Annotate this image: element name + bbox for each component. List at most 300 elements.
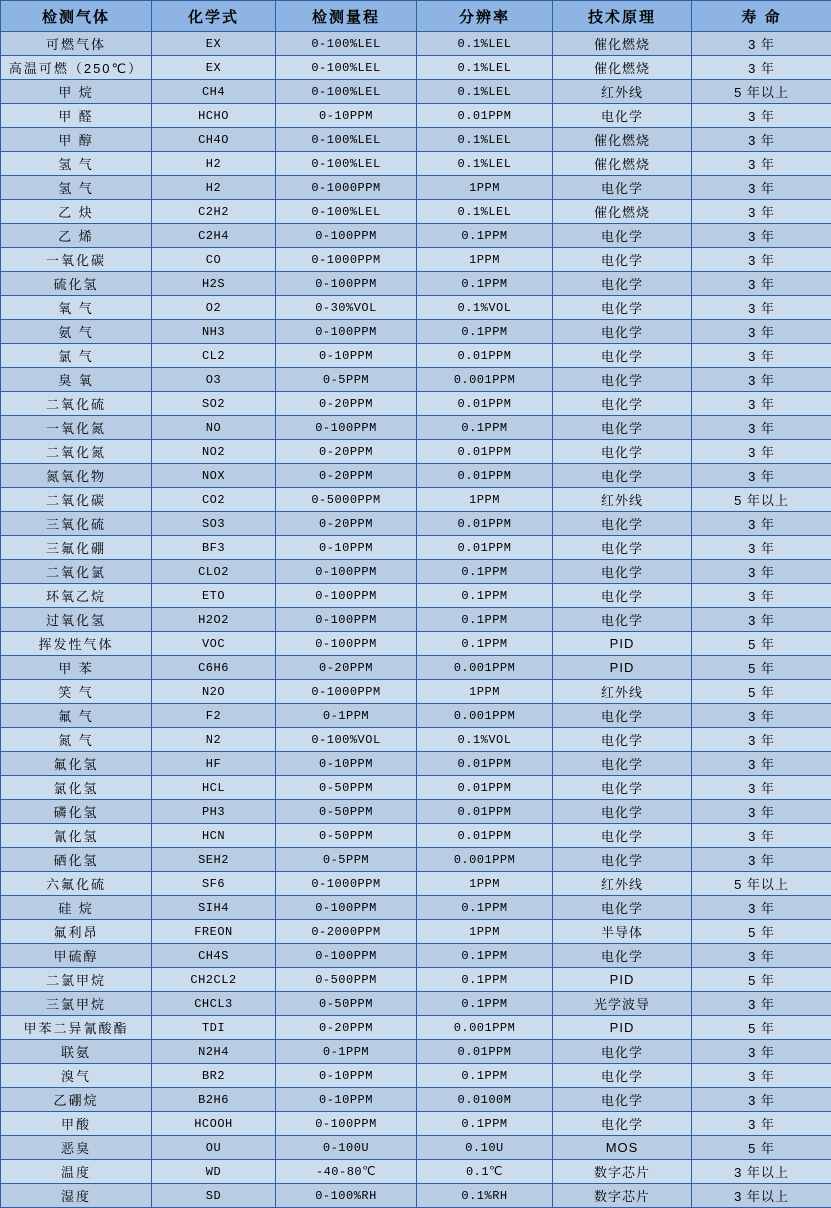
table-cell-range: 0-20PPM bbox=[276, 1016, 417, 1040]
table-cell-res: 0.1PPM bbox=[417, 560, 553, 584]
table-cell-range: 0-10PPM bbox=[276, 752, 417, 776]
table-row bbox=[1, 1040, 831, 1064]
table-cell-res: 0.001PPM bbox=[417, 848, 553, 872]
table-cell-tech: 电化学 bbox=[553, 944, 692, 968]
table-cell-res: 0.1PPM bbox=[417, 224, 553, 248]
table-cell-tech: 电化学 bbox=[553, 1064, 692, 1088]
table-row bbox=[1, 848, 831, 872]
table-cell-res: 0.01PPM bbox=[417, 800, 553, 824]
table-cell-life: 3 年 bbox=[692, 752, 831, 776]
table-cell-res: 0.1%VOL bbox=[417, 728, 553, 752]
table-cell-res: 0.1PPM bbox=[417, 272, 553, 296]
table-row bbox=[1, 152, 831, 176]
table-row bbox=[1, 752, 831, 776]
table-cell-res: 1PPM bbox=[417, 248, 553, 272]
table-cell-tech: 电化学 bbox=[553, 176, 692, 200]
table-cell-res: 0.1%LEL bbox=[417, 80, 553, 104]
table-cell-range: 0-50PPM bbox=[276, 824, 417, 848]
table-cell-name: 甲 醛 bbox=[1, 104, 152, 128]
table-cell-life: 3 年 bbox=[692, 464, 831, 488]
table-cell-range: 0-100%VOL bbox=[276, 728, 417, 752]
table-row bbox=[1, 1064, 831, 1088]
table-cell-formula: C2H2 bbox=[152, 200, 276, 224]
table-row bbox=[1, 1136, 831, 1160]
table-row bbox=[1, 104, 831, 128]
table-cell-name: 二氯甲烷 bbox=[1, 968, 152, 992]
table-cell-tech: 电化学 bbox=[553, 344, 692, 368]
table-cell-formula: NOX bbox=[152, 464, 276, 488]
table-cell-tech: 电化学 bbox=[553, 464, 692, 488]
table-cell-range: 0-10PPM bbox=[276, 1088, 417, 1112]
table-cell-name: 湿度 bbox=[1, 1184, 152, 1208]
table-cell-res: 0.1%LEL bbox=[417, 200, 553, 224]
table-row bbox=[1, 1112, 831, 1136]
table-cell-tech: 电化学 bbox=[553, 1112, 692, 1136]
table-cell-name: 一氧化氮 bbox=[1, 416, 152, 440]
table-row bbox=[1, 80, 831, 104]
table-cell-life: 5 年 bbox=[692, 1016, 831, 1040]
table-cell-range: 0-1PPM bbox=[276, 1040, 417, 1064]
table-cell-res: 0.01PPM bbox=[417, 344, 553, 368]
table-cell-res: 1PPM bbox=[417, 872, 553, 896]
table-cell-life: 5 年以上 bbox=[692, 488, 831, 512]
table-cell-res: 0.1%RH bbox=[417, 1184, 553, 1208]
table-cell-range: 0-100%LEL bbox=[276, 56, 417, 80]
table-cell-res: 0.01PPM bbox=[417, 464, 553, 488]
table-cell-tech: 红外线 bbox=[553, 872, 692, 896]
table-cell-formula: EX bbox=[152, 32, 276, 56]
table-cell-res: 0.10U bbox=[417, 1136, 553, 1160]
table-cell-range: 0-10PPM bbox=[276, 344, 417, 368]
table-cell-res: 1PPM bbox=[417, 680, 553, 704]
table-cell-res: 0.1%LEL bbox=[417, 56, 553, 80]
table-cell-tech: 电化学 bbox=[553, 1088, 692, 1112]
table-cell-res: 0.1PPM bbox=[417, 320, 553, 344]
table-cell-formula: NH3 bbox=[152, 320, 276, 344]
table-cell-res: 0.1%LEL bbox=[417, 32, 553, 56]
table-cell-tech: 电化学 bbox=[553, 704, 692, 728]
table-row bbox=[1, 704, 831, 728]
table-cell-formula: CH4S bbox=[152, 944, 276, 968]
table-cell-tech: 电化学 bbox=[553, 800, 692, 824]
table-cell-res: 0.01PPM bbox=[417, 1040, 553, 1064]
table-cell-life: 3 年 bbox=[692, 1064, 831, 1088]
table-cell-name: 环氧乙烷 bbox=[1, 584, 152, 608]
table-cell-formula: B2H6 bbox=[152, 1088, 276, 1112]
table-cell-formula: N2 bbox=[152, 728, 276, 752]
table-cell-tech: 电化学 bbox=[553, 584, 692, 608]
table-cell-range: 0-1PPM bbox=[276, 704, 417, 728]
table-cell-life: 3 年 bbox=[692, 512, 831, 536]
table-cell-life: 3 年 bbox=[692, 32, 831, 56]
table-row bbox=[1, 800, 831, 824]
table-cell-range: 0-100PPM bbox=[276, 224, 417, 248]
table-row bbox=[1, 1088, 831, 1112]
table-cell-tech: 电化学 bbox=[553, 608, 692, 632]
table-row bbox=[1, 224, 831, 248]
table-cell-name: 二氧化氯 bbox=[1, 560, 152, 584]
table-row bbox=[1, 32, 831, 56]
table-row bbox=[1, 680, 831, 704]
table-cell-range: 0-20PPM bbox=[276, 392, 417, 416]
table-cell-life: 5 年 bbox=[692, 1136, 831, 1160]
table-row bbox=[1, 200, 831, 224]
table-cell-formula: SF6 bbox=[152, 872, 276, 896]
table-cell-res: 0.1%VOL bbox=[417, 296, 553, 320]
table-cell-name: 可燃气体 bbox=[1, 32, 152, 56]
table-row bbox=[1, 776, 831, 800]
table-cell-formula: CH4 bbox=[152, 80, 276, 104]
table-cell-tech: PID bbox=[553, 1016, 692, 1040]
table-cell-tech: 电化学 bbox=[553, 416, 692, 440]
table-cell-range: 0-100%LEL bbox=[276, 32, 417, 56]
table-cell-life: 3 年以上 bbox=[692, 1184, 831, 1208]
table-cell-life: 3 年 bbox=[692, 104, 831, 128]
table-cell-life: 3 年 bbox=[692, 128, 831, 152]
table-cell-formula: H2S bbox=[152, 272, 276, 296]
table-cell-res: 0.001PPM bbox=[417, 368, 553, 392]
table-cell-name: 甲 烷 bbox=[1, 80, 152, 104]
table-row bbox=[1, 488, 831, 512]
table-cell-tech: 电化学 bbox=[553, 296, 692, 320]
table-cell-range: 0-1000PPM bbox=[276, 248, 417, 272]
table-cell-life: 3 年 bbox=[692, 200, 831, 224]
table-cell-name: 氢 气 bbox=[1, 176, 152, 200]
table-cell-range: 0-5000PPM bbox=[276, 488, 417, 512]
table-cell-name: 甲酸 bbox=[1, 1112, 152, 1136]
table-cell-formula: BR2 bbox=[152, 1064, 276, 1088]
table-cell-tech: 电化学 bbox=[553, 752, 692, 776]
table-cell-range: 0-100%LEL bbox=[276, 200, 417, 224]
table-cell-life: 5 年以上 bbox=[692, 80, 831, 104]
table-cell-range: 0-20PPM bbox=[276, 440, 417, 464]
table-cell-res: 0.1PPM bbox=[417, 1064, 553, 1088]
table-cell-range: 0-100PPM bbox=[276, 1112, 417, 1136]
table-cell-life: 3 年 bbox=[692, 848, 831, 872]
table-cell-name: 氟化氢 bbox=[1, 752, 152, 776]
table-cell-life: 3 年 bbox=[692, 224, 831, 248]
table-cell-range: 0-20PPM bbox=[276, 512, 417, 536]
table-cell-formula: N2O bbox=[152, 680, 276, 704]
table-cell-res: 0.1℃ bbox=[417, 1160, 553, 1184]
table-cell-name: 甲硫醇 bbox=[1, 944, 152, 968]
table-cell-life: 5 年 bbox=[692, 920, 831, 944]
table-cell-res: 1PPM bbox=[417, 488, 553, 512]
table-cell-tech: 电化学 bbox=[553, 1040, 692, 1064]
table-cell-name: 甲 醇 bbox=[1, 128, 152, 152]
table-cell-name: 硫化氢 bbox=[1, 272, 152, 296]
table-cell-life: 3 年 bbox=[692, 320, 831, 344]
table-cell-tech: 催化燃烧 bbox=[553, 56, 692, 80]
table-cell-tech: 数字芯片 bbox=[553, 1160, 692, 1184]
table-cell-name: 高温可燃（250℃） bbox=[1, 56, 152, 80]
table-row bbox=[1, 56, 831, 80]
table-cell-life: 3 年 bbox=[692, 944, 831, 968]
table-cell-formula: SD bbox=[152, 1184, 276, 1208]
table-cell-tech: 电化学 bbox=[553, 248, 692, 272]
table-cell-range: 0-100PPM bbox=[276, 320, 417, 344]
table-row bbox=[1, 992, 831, 1016]
table-cell-range: 0-30%VOL bbox=[276, 296, 417, 320]
table-cell-formula: C6H6 bbox=[152, 656, 276, 680]
table-cell-range: 0-100PPM bbox=[276, 608, 417, 632]
table-cell-res: 0.1PPM bbox=[417, 992, 553, 1016]
table-cell-tech: 电化学 bbox=[553, 272, 692, 296]
table-cell-tech: 电化学 bbox=[553, 440, 692, 464]
table-cell-formula: NO bbox=[152, 416, 276, 440]
table-cell-life: 3 年以上 bbox=[692, 1160, 831, 1184]
table-cell-tech: 电化学 bbox=[553, 368, 692, 392]
table-cell-formula: CH2CL2 bbox=[152, 968, 276, 992]
table-cell-formula: PH3 bbox=[152, 800, 276, 824]
table-cell-life: 3 年 bbox=[692, 584, 831, 608]
table-cell-formula: SO2 bbox=[152, 392, 276, 416]
table-cell-tech: 红外线 bbox=[553, 80, 692, 104]
table-cell-tech: PID bbox=[553, 632, 692, 656]
table-cell-range: 0-1000PPM bbox=[276, 680, 417, 704]
table-cell-life: 5 年 bbox=[692, 656, 831, 680]
table-cell-name: 磷化氢 bbox=[1, 800, 152, 824]
column-header-gas: 检测气体 bbox=[1, 1, 152, 32]
table-cell-res: 0.01PPM bbox=[417, 440, 553, 464]
table-cell-name: 溴气 bbox=[1, 1064, 152, 1088]
table-cell-res: 0.01PPM bbox=[417, 776, 553, 800]
table-cell-range: 0-500PPM bbox=[276, 968, 417, 992]
table-cell-res: 0.1%LEL bbox=[417, 152, 553, 176]
table-cell-tech: 电化学 bbox=[553, 728, 692, 752]
table-cell-formula: WD bbox=[152, 1160, 276, 1184]
table-cell-life: 3 年 bbox=[692, 176, 831, 200]
table-cell-range: 0-2000PPM bbox=[276, 920, 417, 944]
table-cell-range: 0-100PPM bbox=[276, 272, 417, 296]
column-header-technology: 技术原理 bbox=[553, 1, 692, 32]
table-cell-life: 3 年 bbox=[692, 272, 831, 296]
table-cell-range: 0-10PPM bbox=[276, 1064, 417, 1088]
table-row bbox=[1, 632, 831, 656]
table-cell-res: 0.1%LEL bbox=[417, 128, 553, 152]
table-cell-formula: F2 bbox=[152, 704, 276, 728]
table-cell-res: 0.1PPM bbox=[417, 968, 553, 992]
table-cell-life: 3 年 bbox=[692, 704, 831, 728]
table-cell-life: 5 年 bbox=[692, 968, 831, 992]
table-row bbox=[1, 392, 831, 416]
table-cell-range: 0-100%RH bbox=[276, 1184, 417, 1208]
table-row bbox=[1, 1184, 831, 1208]
table-cell-tech: 半导体 bbox=[553, 920, 692, 944]
table-cell-name: 氮 气 bbox=[1, 728, 152, 752]
table-row bbox=[1, 608, 831, 632]
table-cell-name: 二氧化碳 bbox=[1, 488, 152, 512]
table-cell-tech: 光学波导 bbox=[553, 992, 692, 1016]
table-cell-name: 六氟化硫 bbox=[1, 872, 152, 896]
table-cell-formula: FREON bbox=[152, 920, 276, 944]
table-cell-res: 0.0100M bbox=[417, 1088, 553, 1112]
table-cell-formula: CH4O bbox=[152, 128, 276, 152]
table-cell-name: 氰化氢 bbox=[1, 824, 152, 848]
table-cell-tech: 电化学 bbox=[553, 536, 692, 560]
table-cell-range: 0-100PPM bbox=[276, 560, 417, 584]
table-cell-formula: OU bbox=[152, 1136, 276, 1160]
table-cell-res: 0.01PPM bbox=[417, 392, 553, 416]
table-row bbox=[1, 1016, 831, 1040]
table-cell-formula: C2H4 bbox=[152, 224, 276, 248]
table-cell-name: 乙 炔 bbox=[1, 200, 152, 224]
table-cell-name: 氧 气 bbox=[1, 296, 152, 320]
table-cell-life: 5 年 bbox=[692, 680, 831, 704]
table-cell-name: 氨 气 bbox=[1, 320, 152, 344]
table-cell-range: 0-50PPM bbox=[276, 992, 417, 1016]
table-cell-formula: O3 bbox=[152, 368, 276, 392]
table-row bbox=[1, 296, 831, 320]
table-cell-formula: NO2 bbox=[152, 440, 276, 464]
table-cell-name: 氮氧化物 bbox=[1, 464, 152, 488]
table-row bbox=[1, 512, 831, 536]
table-cell-life: 3 年 bbox=[692, 152, 831, 176]
table-cell-range: 0-50PPM bbox=[276, 776, 417, 800]
table-cell-res: 0.1PPM bbox=[417, 416, 553, 440]
table-cell-formula: HCHO bbox=[152, 104, 276, 128]
table-cell-formula: CL2 bbox=[152, 344, 276, 368]
table-cell-name: 硅 烷 bbox=[1, 896, 152, 920]
table-cell-range: 0-100U bbox=[276, 1136, 417, 1160]
table-cell-name: 甲 苯 bbox=[1, 656, 152, 680]
table-cell-res: 0.01PPM bbox=[417, 512, 553, 536]
table-cell-name: 氯 气 bbox=[1, 344, 152, 368]
table-row bbox=[1, 536, 831, 560]
table-cell-name: 氯化氢 bbox=[1, 776, 152, 800]
table-cell-res: 0.01PPM bbox=[417, 752, 553, 776]
table-cell-name: 乙硼烷 bbox=[1, 1088, 152, 1112]
table-row bbox=[1, 272, 831, 296]
table-cell-name: 氟 气 bbox=[1, 704, 152, 728]
table-cell-life: 3 年 bbox=[692, 416, 831, 440]
table-cell-tech: MOS bbox=[553, 1136, 692, 1160]
table-cell-res: 1PPM bbox=[417, 920, 553, 944]
table-cell-name: 氢 气 bbox=[1, 152, 152, 176]
table-cell-formula: HCL bbox=[152, 776, 276, 800]
table-cell-life: 3 年 bbox=[692, 536, 831, 560]
table-cell-res: 0.01PPM bbox=[417, 824, 553, 848]
table-cell-name: 三氧化硫 bbox=[1, 512, 152, 536]
table-cell-tech: 催化燃烧 bbox=[553, 200, 692, 224]
table-cell-name: 二氧化硫 bbox=[1, 392, 152, 416]
table-cell-formula: H2O2 bbox=[152, 608, 276, 632]
table-cell-formula: H2 bbox=[152, 152, 276, 176]
table-cell-life: 3 年 bbox=[692, 824, 831, 848]
table-cell-tech: 电化学 bbox=[553, 824, 692, 848]
table-row bbox=[1, 248, 831, 272]
table-cell-formula: SO3 bbox=[152, 512, 276, 536]
table-row bbox=[1, 464, 831, 488]
table-cell-res: 0.1PPM bbox=[417, 1112, 553, 1136]
table-cell-life: 3 年 bbox=[692, 296, 831, 320]
table-cell-name: 硒化氢 bbox=[1, 848, 152, 872]
table-cell-name: 乙 烯 bbox=[1, 224, 152, 248]
table-cell-tech: 电化学 bbox=[553, 320, 692, 344]
table-row bbox=[1, 320, 831, 344]
table-cell-name: 联氨 bbox=[1, 1040, 152, 1064]
table-cell-name: 过氧化氢 bbox=[1, 608, 152, 632]
table-cell-formula: CO bbox=[152, 248, 276, 272]
table-cell-range: 0-100PPM bbox=[276, 944, 417, 968]
table-row bbox=[1, 944, 831, 968]
table-cell-tech: 电化学 bbox=[553, 848, 692, 872]
table-cell-range: 0-10PPM bbox=[276, 536, 417, 560]
table-cell-name: 恶臭 bbox=[1, 1136, 152, 1160]
table-row bbox=[1, 896, 831, 920]
table-cell-range: 0-1000PPM bbox=[276, 872, 417, 896]
table-cell-tech: 电化学 bbox=[553, 224, 692, 248]
table-cell-name: 三氟化硼 bbox=[1, 536, 152, 560]
table-cell-tech: 催化燃烧 bbox=[553, 32, 692, 56]
table-cell-life: 3 年 bbox=[692, 896, 831, 920]
table-cell-life: 3 年 bbox=[692, 1040, 831, 1064]
table-cell-formula: BF3 bbox=[152, 536, 276, 560]
table-cell-range: 0-100PPM bbox=[276, 632, 417, 656]
table-row bbox=[1, 176, 831, 200]
table-cell-tech: 电化学 bbox=[553, 392, 692, 416]
table-row bbox=[1, 728, 831, 752]
table-cell-formula: N2H4 bbox=[152, 1040, 276, 1064]
table-row bbox=[1, 440, 831, 464]
table-cell-formula: CO2 bbox=[152, 488, 276, 512]
table-header-row bbox=[1, 1, 831, 32]
table-cell-life: 3 年 bbox=[692, 392, 831, 416]
table-row bbox=[1, 584, 831, 608]
table-cell-res: 0.01PPM bbox=[417, 536, 553, 560]
table-row bbox=[1, 560, 831, 584]
table-cell-name: 氟利昂 bbox=[1, 920, 152, 944]
table-cell-formula: SIH4 bbox=[152, 896, 276, 920]
table-cell-name: 一氧化碳 bbox=[1, 248, 152, 272]
table-row bbox=[1, 1160, 831, 1184]
table-row bbox=[1, 824, 831, 848]
table-row bbox=[1, 920, 831, 944]
table-header bbox=[1, 1, 831, 32]
table-cell-formula: EX bbox=[152, 56, 276, 80]
table-cell-res: 0.1PPM bbox=[417, 632, 553, 656]
table-cell-name: 甲苯二异氰酸酯 bbox=[1, 1016, 152, 1040]
table-cell-life: 3 年 bbox=[692, 560, 831, 584]
table-cell-life: 3 年 bbox=[692, 728, 831, 752]
table-cell-name: 三氯甲烷 bbox=[1, 992, 152, 1016]
table-cell-res: 0.01PPM bbox=[417, 104, 553, 128]
table-cell-life: 3 年 bbox=[692, 992, 831, 1016]
table-cell-life: 3 年 bbox=[692, 344, 831, 368]
table-cell-range: 0-100PPM bbox=[276, 416, 417, 440]
table-cell-life: 3 年 bbox=[692, 56, 831, 80]
table-cell-life: 5 年 bbox=[692, 632, 831, 656]
table-cell-formula: HCOOH bbox=[152, 1112, 276, 1136]
table-cell-res: 0.1PPM bbox=[417, 584, 553, 608]
table-cell-range: 0-20PPM bbox=[276, 656, 417, 680]
table-row bbox=[1, 416, 831, 440]
table-cell-formula: ETO bbox=[152, 584, 276, 608]
table-cell-tech: 催化燃烧 bbox=[553, 152, 692, 176]
table-cell-res: 0.1PPM bbox=[417, 944, 553, 968]
table-cell-range: 0-20PPM bbox=[276, 464, 417, 488]
table-cell-tech: 电化学 bbox=[553, 560, 692, 584]
table-cell-tech: PID bbox=[553, 656, 692, 680]
table-cell-formula: SEH2 bbox=[152, 848, 276, 872]
table-cell-range: 0-10PPM bbox=[276, 104, 417, 128]
table-cell-tech: 数字芯片 bbox=[553, 1184, 692, 1208]
table-cell-life: 5 年以上 bbox=[692, 872, 831, 896]
column-header-range: 检测量程 bbox=[276, 1, 417, 32]
table-cell-tech: 催化燃烧 bbox=[553, 128, 692, 152]
table-cell-name: 挥发性气体 bbox=[1, 632, 152, 656]
table-row bbox=[1, 968, 831, 992]
